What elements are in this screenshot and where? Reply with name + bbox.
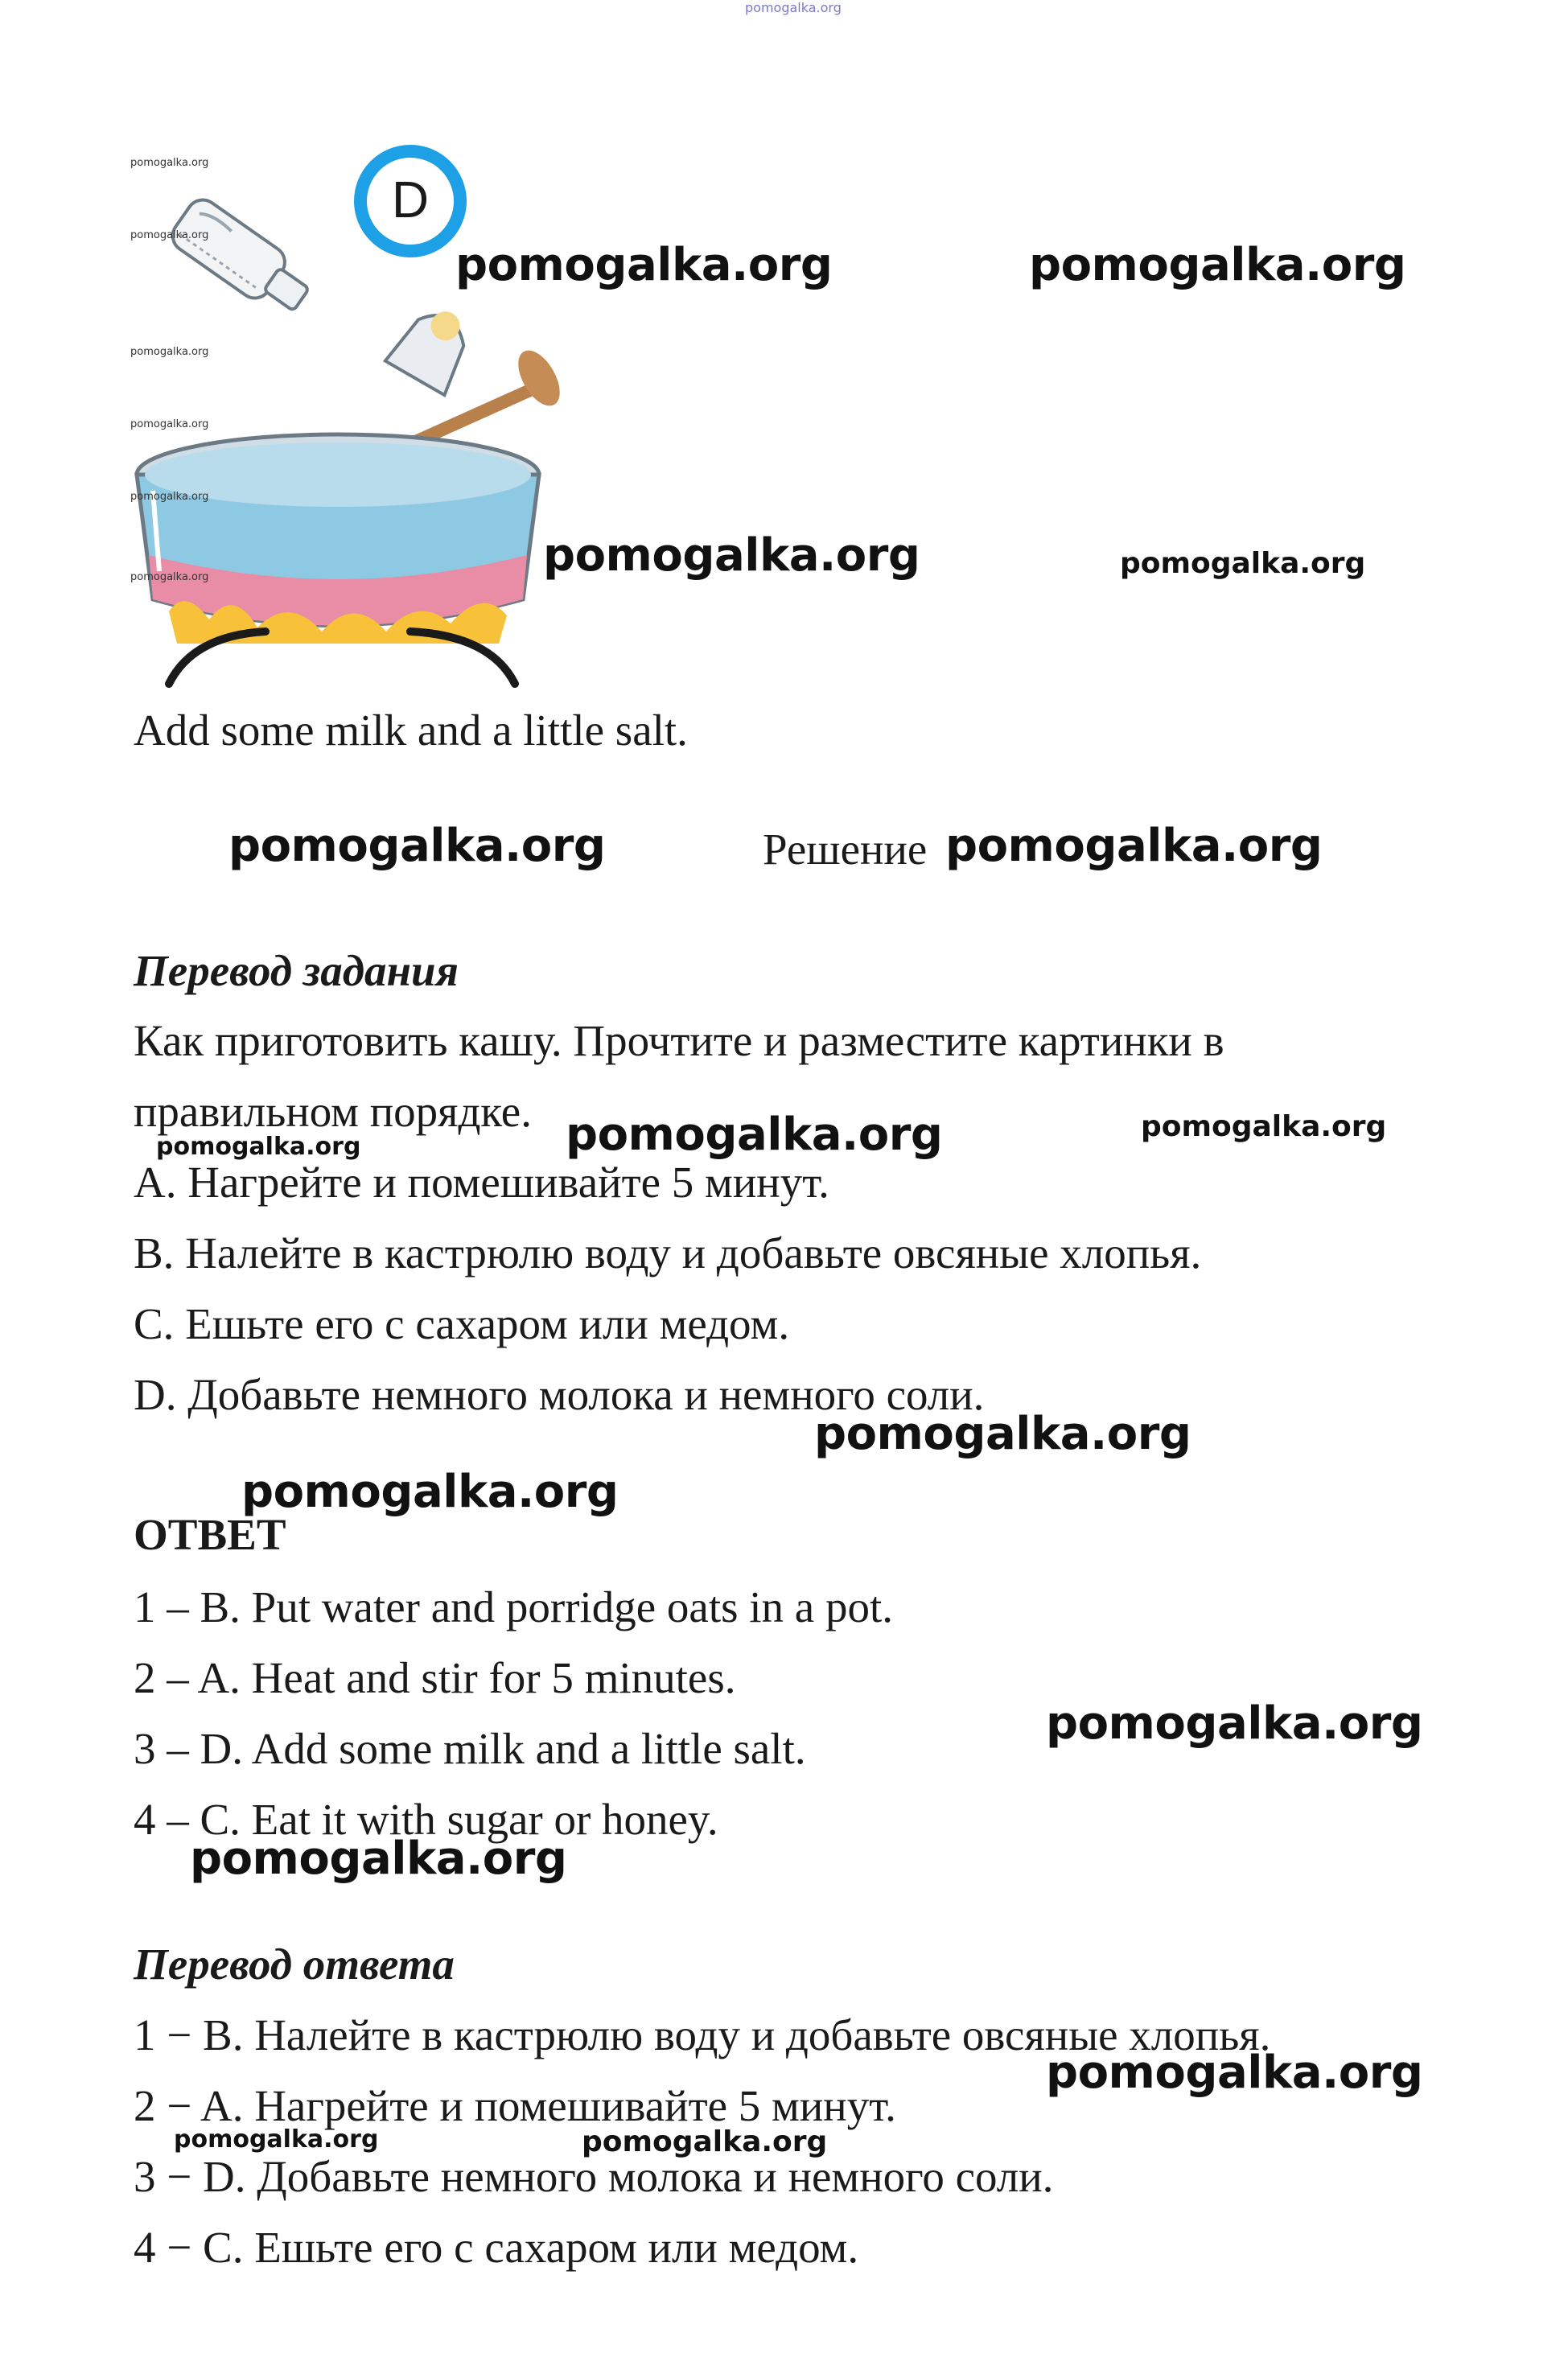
task-item: D. Добавьте немного молока и немного соли.: [134, 1370, 985, 1419]
answer-item: 1 – B. Put water and porridge oats in a pot.: [134, 1582, 893, 1631]
watermark: pomogalka.org: [1141, 1110, 1387, 1143]
badge-letter: D: [391, 171, 430, 228]
watermark: pomogalka.org: [1046, 2047, 1423, 2099]
watermark: pomogalka.org: [130, 571, 209, 583]
task-translation-heading: Перевод задания: [134, 946, 459, 995]
watermark: pomogalka.org: [156, 1133, 361, 1161]
watermark: pomogalka.org: [1029, 239, 1406, 291]
solution-label: Решение: [763, 825, 928, 874]
answer-item: 2 – A. Heat and stir for 5 minutes.: [134, 1653, 736, 1702]
answer-heading: ОТВЕТ: [134, 1510, 286, 1559]
watermark: pomogalka.org: [130, 346, 209, 358]
answer-translation-item: 3 − D. Добавьте немного молока и немного соли.: [134, 2152, 1054, 2201]
watermark: pomogalka.org: [241, 1466, 619, 1518]
salt-shaker-icon: [385, 296, 482, 395]
pot-icon: [137, 434, 539, 626]
watermark: pomogalka.org: [190, 1833, 567, 1885]
illustration-caption: Add some milk and a little salt.: [134, 706, 688, 755]
watermark: pomogalka.org: [566, 1109, 943, 1161]
answer-translation-item: 2 − A. Нагрейте и помешивайте 5 минут.: [134, 2081, 896, 2130]
task-item: A. Нагрейте и помешивайте 5 минут.: [134, 1158, 829, 1207]
task-item: C. Ешьте его с сахаром или медом.: [134, 1299, 790, 1348]
watermark: pomogalka.org: [174, 2125, 379, 2154]
answer-item: 4 – C. Eat it with sugar or honey.: [134, 1795, 718, 1844]
answer-translation-heading: Перевод ответа: [134, 1940, 455, 1989]
task-intro-line1: Как приготовить кашу. Прочтите и разместите картинки в: [134, 1016, 1224, 1065]
step-d-badge: [360, 151, 460, 251]
watermark: pomogalka.org: [130, 418, 209, 430]
watermark: pomogalka.org: [130, 229, 209, 241]
answer-item: 3 – D. Add some milk and a little salt.: [134, 1724, 806, 1773]
milk-bottle-icon: [167, 194, 318, 323]
watermark: pomogalka.org: [945, 820, 1323, 872]
watermark: pomogalka.org: [745, 0, 842, 15]
watermark: pomogalka.org: [1046, 1697, 1423, 1750]
watermark: pomogalka.org: [1120, 547, 1366, 580]
answer-translation-item: 1 − B. Налейте в кастрюлю воду и добавьте овсяные хлопья.: [134, 2010, 1271, 2059]
watermark: pomogalka.org: [228, 820, 606, 872]
task-item: B. Налейте в кастрюлю воду и добавьте овсяные хлопья.: [134, 1228, 1202, 1277]
watermark: pomogalka.org: [130, 157, 209, 169]
watermark: pomogalka.org: [130, 491, 209, 503]
watermark: pomogalka.org: [455, 239, 833, 291]
task-intro-line2: правильном порядке.: [134, 1087, 532, 1136]
watermark: pomogalka.org: [543, 529, 920, 582]
answer-translation-item: 4 − C. Ешьте его с сахаром или медом.: [134, 2223, 859, 2272]
porridge-illustration: [121, 137, 571, 692]
watermark: pomogalka.org: [814, 1408, 1191, 1460]
watermark: pomogalka.org: [582, 2125, 828, 2158]
